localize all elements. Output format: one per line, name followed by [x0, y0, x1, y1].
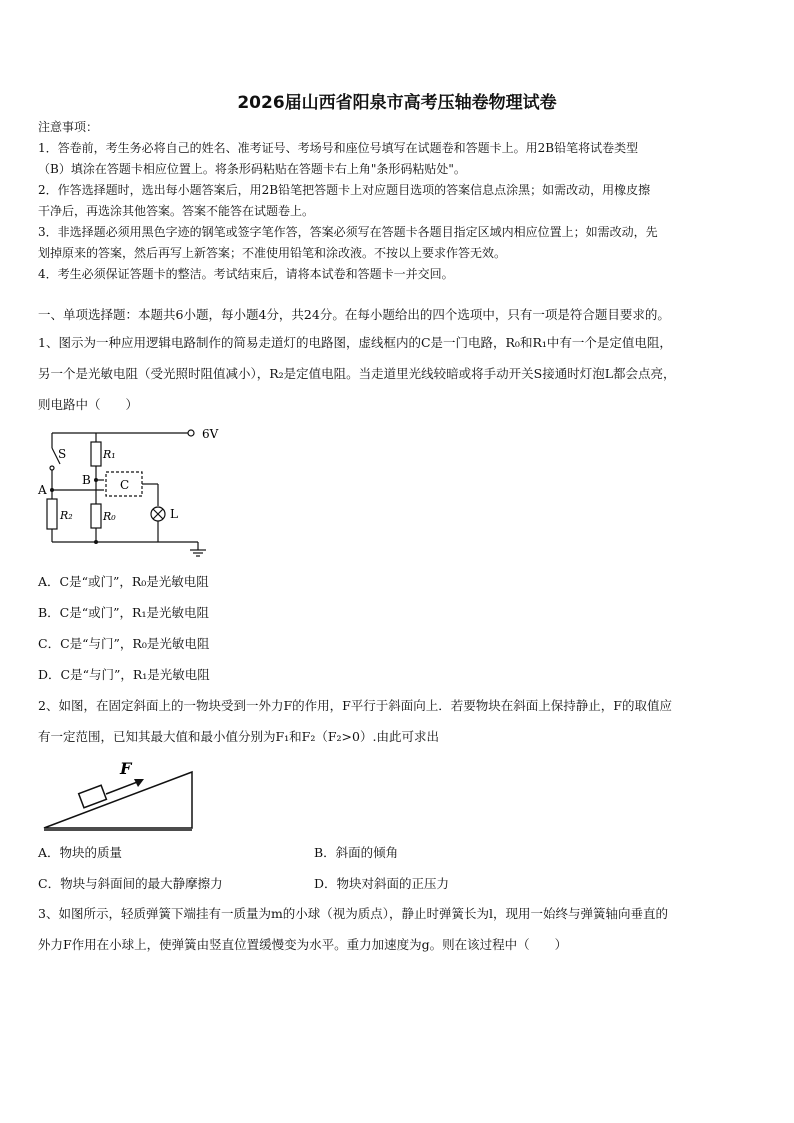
question-3-text: 外力F作用在小球上，使弹簧由竖直位置缓慢变为水平。重力加速度为g。则在该过程中（ ） [38, 937, 568, 952]
notice-line: 4．考生必须保证答题卡的整洁。考试结束后，请将本试卷和答题卡一并交回。 [38, 267, 454, 281]
notice-line: 1．答卷前，考生务必将自己的姓名、准考证号、考场号和座位号填写在试题卷和答题卡上。用2B铅笔将试卷类型 [38, 141, 639, 155]
notice-line: （B）填涂在答题卡相应位置上。将条形码粘贴在答题卡右上角"条形码粘贴处"。 [38, 162, 466, 176]
question-1-text: 1、图示为一种应用逻辑电路制作的简易走道灯的电路图，虚线框内的C是一门电路，R₀和R₁中有一个是定值电阻， [38, 335, 672, 350]
node-b-label: B [82, 473, 91, 487]
option-c: C．物块与斜面间的最大静摩擦力 [38, 876, 223, 891]
r0-label: R₀ [103, 510, 116, 523]
option-b: B．斜面的倾角 [314, 845, 399, 860]
node-a-label: A [38, 483, 47, 497]
switch-label: S [58, 447, 67, 461]
circuit-diagram [34, 424, 224, 564]
notice-line: 干净后，再选涂其他答案。答案不能答在试题卷上。 [38, 204, 315, 218]
option-c: C．C是“与门”，R₀是光敏电阻 [38, 636, 210, 651]
question-3-text: 3、如图所示，轻质弹簧下端挂有一质量为m的小球（视为质点），静止时弹簧长为l，现用一始终与弹簧轴向垂直的 [38, 906, 669, 921]
option-a: A．C是“或门”，R₀是光敏电阻 [38, 574, 209, 589]
question-1-text: 另一个是光敏电阻（受光照时阻值减小），R₂是定值电阻。当走道里光线较暗或将手动开关S接通时灯泡L都会点亮， [38, 366, 676, 381]
r1-label: R₁ [103, 448, 116, 461]
section-heading: 一、单项选择题：本题共6小题，每小题4分，共24分。在每小题给出的四个选项中，只有一项是符合题目要求的。 [38, 307, 670, 322]
page-title: 2026届山西省阳泉市高考压轴卷物理试卷 [237, 93, 557, 113]
option-a: A．物块的质量 [38, 845, 123, 860]
option-d: D．物块对斜面的正压力 [314, 876, 450, 891]
notice-heading: 注意事项： [38, 120, 99, 134]
question-2-text: 有一定范围，已知其最大值和最小值分别为F₁和F₂（F₂>0）.由此可求出 [38, 729, 439, 744]
notice-line: 2．作答选择题时，选出每小题答案后，用2B铅笔把答题卡上对应题目选项的答案信息点涂黑；如需改动，用橡皮擦 [38, 183, 651, 197]
r2-label: R₂ [60, 509, 73, 522]
voltage-label: 6V [202, 427, 219, 441]
lamp-label: L [170, 507, 178, 521]
option-d: D．C是“与门”，R₁是光敏电阻 [38, 667, 210, 682]
force-label: F [120, 759, 132, 778]
notice-line: 划掉原来的答案，然后再写上新答案；不准使用铅笔和涂改液。不按以上要求作答无效。 [38, 246, 507, 260]
notice-line: 3．非选择题必须用黑色字迹的钢笔或签字笔作答，答案必须写在答题卡各题目指定区域内相应位置上；如需改动，先 [38, 225, 658, 239]
option-b: B．C是“或门”，R₁是光敏电阻 [38, 605, 209, 620]
incline-diagram [40, 754, 200, 834]
question-2-text: 2、如图，在固定斜面上的一物块受到一外力F的作用，F平行于斜面向上．若要物块在斜面上保持静止，F的取值应 [38, 698, 672, 713]
question-1-text: 则电路中（ ） [38, 397, 139, 412]
gate-label: C [120, 478, 130, 492]
